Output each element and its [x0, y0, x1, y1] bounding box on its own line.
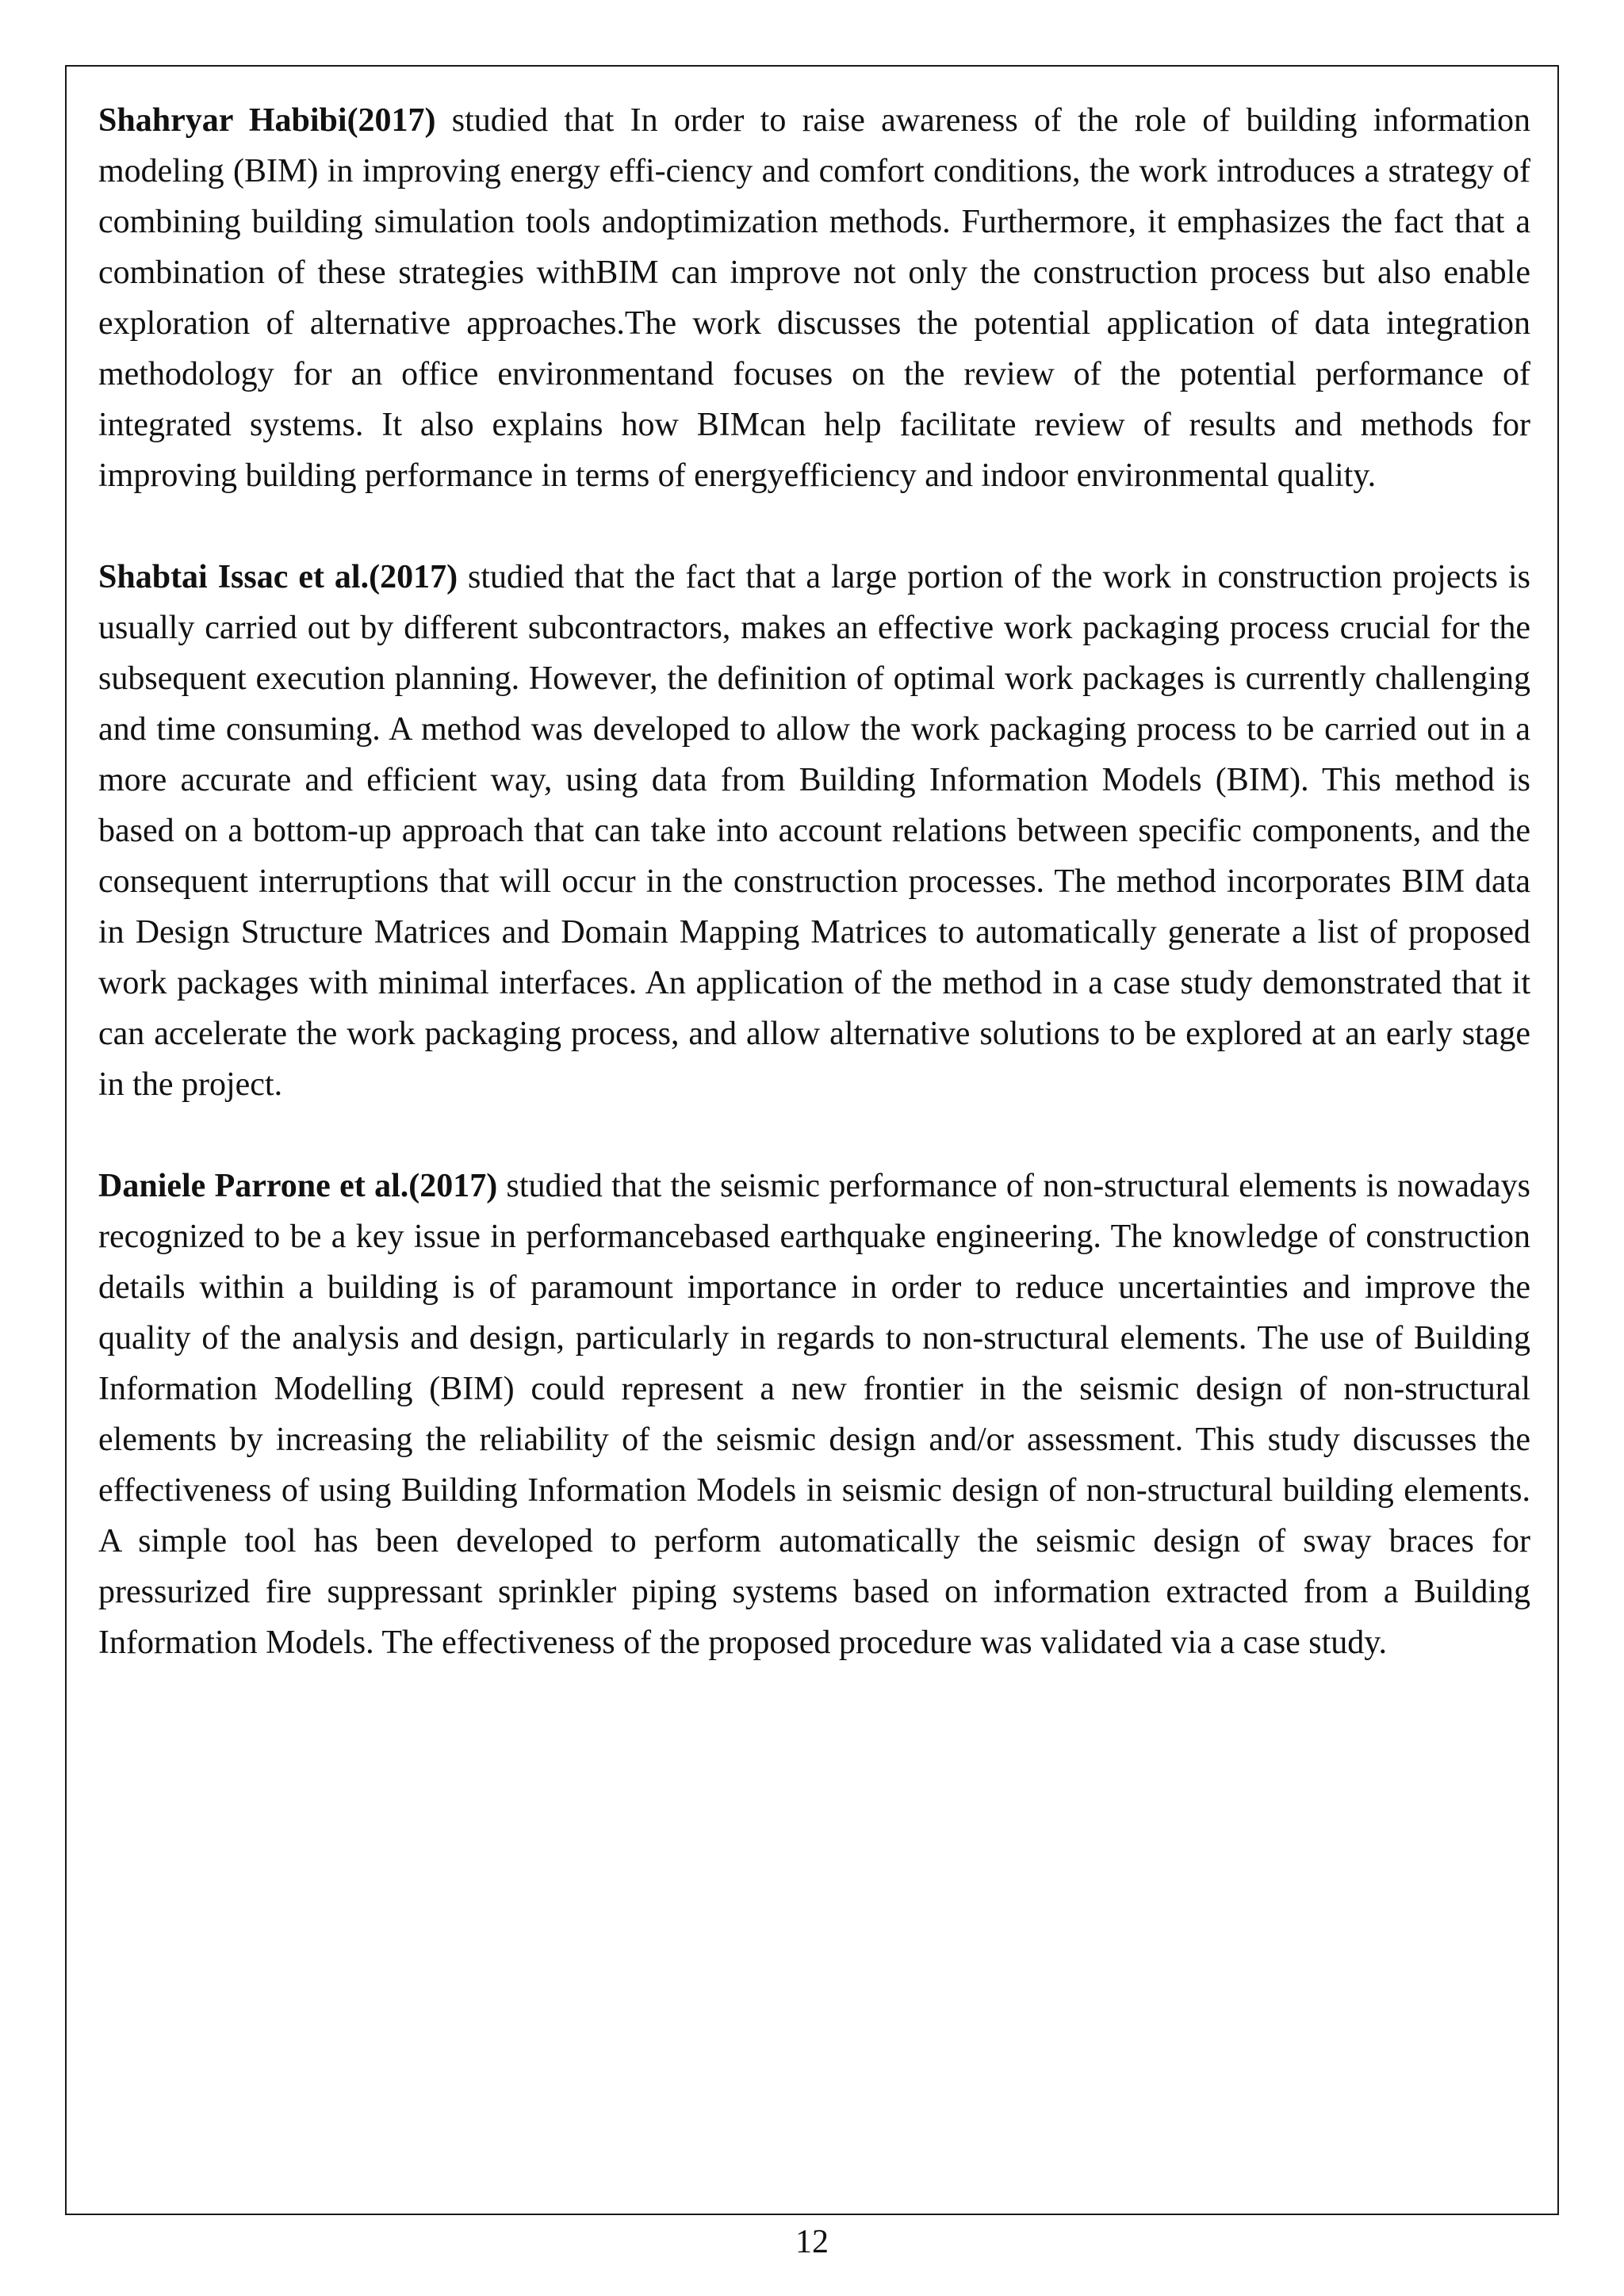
- paragraph-issac: [98, 552, 1530, 1110]
- author-citation: Daniele Parrone et al.(2017): [98, 1168, 498, 1204]
- paragraph-text: studied that In order to raise awareness of the role of building information modeling (BIM) in improving energy effi-ciency and comfort conditions, the work introduces a strategy of combining building simulation tools andoptimization methods. Furthermore, it emphasizes the fact that a combination of these strategies withBIM can improve not only the construction process but also enable exploration of alternative approaches.The work discusses the potential application of data integration methodology for an office environmentand focuses on the review of the potential performance of integrated systems. It also explains how BIMcan help facilitate review of results and methods for improving building performance in terms of energyefficiency and indoor environmental quality.: [98, 102, 1531, 494]
- author-citation: Shahryar Habibi(2017): [98, 102, 436, 139]
- paragraph-habibi: [98, 95, 1530, 501]
- document-body: [98, 95, 1530, 1719]
- paragraph-text: studied that the seismic performance of non-structural elements is nowadays recognized to be a key issue in performancebased earthquake engineering. The knowledge of construction details within a building is of paramount importance in order to reduce uncertainties and improve the quality of the analysis and design, particularly in regards to non-structural elements. The use of Building Information Modelling (BIM) could represent a new frontier in the seismic design of non-structural elements by increasing the reliability of the seismic design and/or assessment. This study discusses the effectiveness of using Building Information Models in seismic design of non-structural building elements. A simple tool has been developed to perform automatically the seismic design of sway braces for pressurized fire suppressant sprinkler piping systems based on information extracted from a Building Information Models. The effectiveness of the proposed procedure was validated via a case study.: [98, 1168, 1530, 1661]
- paragraph-text: studied that the fact that a large portion of the work in construction projects is usually carried out by different subcontractors, makes an effective work packaging process crucial for the subsequent execution planning. However, the definition of optimal work packages is currently challenging and time consuming. A method was developed to allow the work packaging process to be carried out in a more accurate and efficient way, using data from Building Information Models (BIM). This method is based on a bottom-up approach that can take into account relations between specific components, and the consequent interruptions that will occur in the construction processes. The method incorporates BIM data in Design Structure Matrices and Domain Mapping Matrices to automatically generate a list of proposed work packages with minimal interfaces. An application of the method in a case study demonstrated that it can accelerate the work packaging process, and allow alternative solutions to be explored at an early stage in the project.: [98, 559, 1530, 1103]
- paragraph-parrone: [98, 1161, 1530, 1668]
- author-citation: Shabtai Issac et al.(2017): [98, 559, 458, 595]
- page-number: 12: [795, 2224, 829, 2260]
